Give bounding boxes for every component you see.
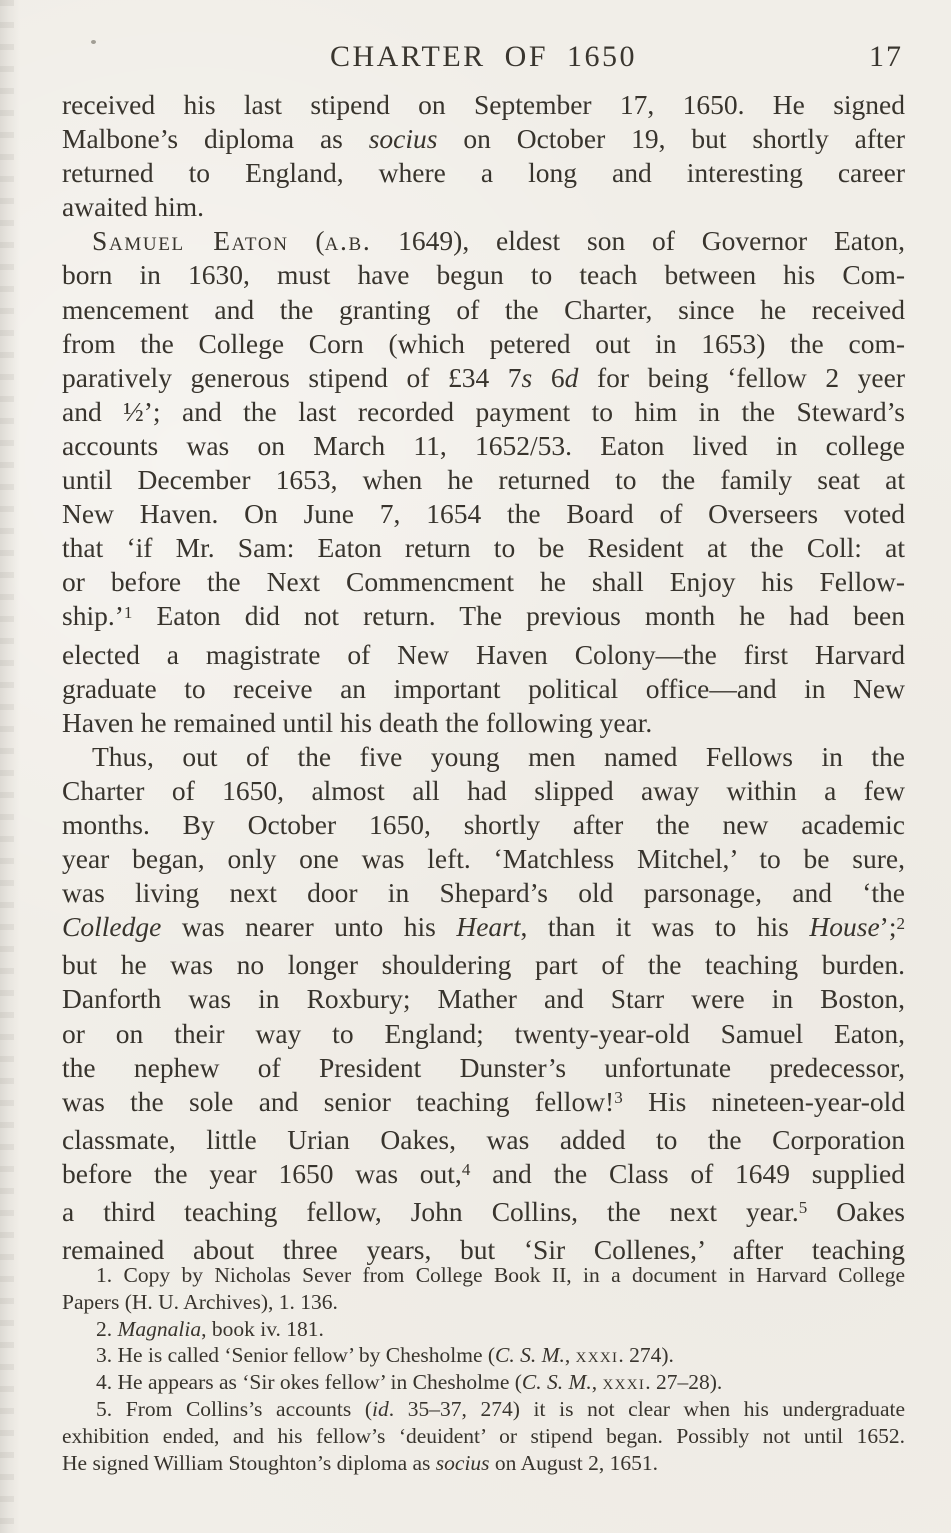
text-line	[62, 1342, 905, 1369]
text-line	[62, 88, 905, 122]
footnote	[62, 1316, 905, 1343]
text-line	[62, 910, 905, 948]
footnote	[62, 1396, 905, 1476]
text-line	[62, 497, 905, 531]
text-run: ’;	[879, 911, 897, 943]
text-run: Haven he remained until his death the following year.	[62, 706, 653, 738]
text-run: . 274).	[618, 1343, 674, 1368]
text-run: Eaton did not return. The previous month he had been	[132, 600, 905, 632]
text-line	[62, 1396, 905, 1423]
text-run: Heart	[456, 911, 521, 943]
text-run: 2.	[96, 1316, 118, 1341]
text-run: Thus, out of the five young men named Fellows in the	[92, 740, 905, 772]
text-run: Danforth was in Roxbury; Mather and Starr were in Boston,	[62, 983, 905, 1015]
text-run: graduate to receive an important political office—and in New	[62, 672, 905, 704]
text-run: Papers (H. U. Archives), 1. 136.	[62, 1289, 338, 1314]
text-line	[62, 122, 905, 156]
text-run: and ½’; and the last recorded payment to him in the Steward’s	[62, 395, 905, 427]
text-run: accounts was on March 11, 1652/53. Eaton lived in college	[62, 429, 905, 461]
text-run: 3. He is called ‘Senior fellow’ by Chesholme (	[96, 1343, 496, 1368]
text-run: Malbone’s diploma as	[62, 123, 369, 155]
footnote-marker: 3	[614, 1088, 623, 1108]
text-run: He signed William Stoughton’s diploma as	[62, 1450, 436, 1475]
text-line	[62, 1017, 905, 1051]
text-line	[62, 429, 905, 463]
text-run: from the College Corn (which petered out in 1653) the com-	[62, 327, 905, 359]
text-line	[62, 1123, 905, 1157]
text-line	[62, 1289, 905, 1316]
text-run: but he was no longer shouldering part of the teaching burden.	[62, 949, 905, 981]
text-line	[62, 876, 905, 910]
text-run: and the Class of 1649 supplied	[470, 1157, 905, 1189]
text-run: C. S. M.	[521, 1370, 592, 1395]
text-line	[62, 531, 905, 565]
text-run: months. By October 1650, shortly after the new academic	[62, 808, 905, 840]
page-number: 17	[869, 40, 903, 73]
text-run: received his last stipend on September 17, 1650. He signed	[62, 89, 905, 120]
body-paragraph	[62, 88, 905, 224]
text-run: socius	[435, 1450, 490, 1475]
text-run: on August 2, 1651.	[489, 1450, 658, 1475]
text-run: s	[521, 361, 533, 393]
text-line	[62, 808, 905, 842]
footnote	[62, 1369, 905, 1396]
text-line	[62, 774, 905, 808]
text-run: was nearer unto his	[161, 911, 457, 943]
footnote-marker: 2	[896, 913, 905, 933]
text-line	[62, 740, 905, 774]
text-run: ,	[564, 1343, 576, 1368]
text-line	[62, 293, 905, 327]
footnote-marker: 1	[123, 602, 133, 622]
body-paragraph	[62, 224, 905, 739]
text-line	[62, 1316, 905, 1343]
text-line	[62, 1369, 905, 1396]
text-run: the nephew of President Dunster’s unfortunate predecessor,	[62, 1051, 905, 1083]
text-line	[62, 190, 905, 224]
text-run: for being ‘fellow 2 yeer	[578, 361, 905, 393]
text-line	[62, 1423, 905, 1450]
text-run: ,	[591, 1370, 603, 1395]
text-line	[62, 706, 905, 740]
text-run: year began, only one was left. ‘Matchless Mitchel,’ to be sure,	[62, 843, 905, 875]
footnote	[62, 1262, 905, 1316]
body-text	[62, 88, 905, 1267]
text-line	[62, 1450, 905, 1477]
text-run: ship.’	[62, 600, 124, 632]
text-run: Samuel Eaton	[92, 225, 289, 257]
text-run: . 35–37, 274) it is not clear when his undergraduate	[388, 1396, 906, 1421]
text-line	[62, 1262, 905, 1289]
text-line	[62, 1051, 905, 1085]
text-run: mencement and the granting of the Charter, since he received	[62, 293, 905, 325]
text-run: that ‘if Mr. Sam: Eaton return to be Resident at the Coll: at	[62, 532, 905, 564]
text-run: (	[288, 225, 325, 257]
text-run: House	[809, 911, 880, 943]
text-run: C. S. M.	[495, 1343, 565, 1368]
text-line	[62, 672, 905, 706]
running-head	[62, 40, 905, 74]
text-line	[62, 1085, 905, 1123]
text-line	[62, 638, 905, 672]
page-title: CHARTER OF 1650	[329, 40, 638, 73]
text-run: Oakes	[807, 1196, 905, 1227]
text-run: d	[564, 361, 579, 393]
text-run: paratively generous stipend of £34 7	[62, 361, 522, 393]
text-run: id	[372, 1396, 389, 1421]
footnote-marker: 5	[798, 1198, 808, 1218]
text-line	[62, 982, 905, 1016]
text-line	[62, 224, 905, 258]
text-run: was the sole and senior teaching fellow!	[62, 1085, 615, 1117]
text-line	[62, 327, 905, 361]
text-run: Magnalia	[117, 1316, 202, 1341]
text-line	[62, 463, 905, 497]
text-run: 4. He appears as ‘Sir okes fellow’ in Chesholme (	[96, 1370, 522, 1395]
text-run: 1649), eldest son of Governor Eaton,	[371, 225, 905, 257]
text-run: before the year 1650 was out,	[62, 1157, 462, 1189]
scan-edge-streaks	[0, 0, 14, 1533]
text-run: xxxi	[575, 1343, 619, 1368]
text-run: socius	[368, 123, 438, 155]
text-run: , than it was to his	[520, 911, 810, 943]
text-run: Charter of 1650, almost all had slipped away within a few	[62, 774, 905, 806]
text-line	[62, 156, 905, 190]
text-run: xxxi	[602, 1370, 646, 1395]
text-run: New Haven. On June 7, 1654 the Board of Overseers voted	[62, 498, 905, 530]
text-line	[62, 842, 905, 876]
text-run: a.b.	[324, 225, 372, 257]
text-line	[62, 599, 905, 637]
text-run: , book iv. 181.	[201, 1316, 324, 1341]
text-run: a third teaching fellow, John Collins, the next year.	[62, 1196, 799, 1227]
footnote-marker: 4	[461, 1160, 471, 1180]
text-line	[62, 361, 905, 395]
text-line	[62, 565, 905, 599]
text-run: returned to England, where a long and interesting career	[62, 157, 905, 189]
body-paragraph	[62, 740, 905, 1267]
text-line	[62, 395, 905, 429]
text-run: elected a magistrate of New Haven Colony—the first Harvard	[62, 638, 905, 670]
text-run: remained about three years, but ‘Sir Collenes,’ after teaching	[62, 1234, 905, 1266]
text-run: classmate, little Urian Oakes, was added to the Corporation	[62, 1123, 905, 1155]
text-run: . 27–28).	[645, 1370, 723, 1395]
text-run: 1. Copy by Nicholas Sever from College Book II, in a document in Harvard College	[96, 1263, 905, 1287]
text-run: born in 1630, must have begun to teach between his Com-	[62, 259, 905, 291]
text-run: His nineteen-year-old	[622, 1085, 906, 1117]
text-run: was living next door in Shepard’s old parsonage, and ‘the	[62, 877, 905, 909]
text-run: awaited him.	[62, 191, 205, 223]
text-line	[62, 1195, 905, 1233]
text-run: 5. From Collins’s accounts (	[96, 1396, 373, 1421]
text-line	[62, 258, 905, 292]
footnote	[62, 1342, 905, 1369]
text-line	[62, 1157, 905, 1195]
footnotes	[62, 1262, 905, 1476]
text-run: on October 19, but shortly after	[437, 123, 906, 155]
text-line	[62, 948, 905, 982]
text-run: or before the Next Commencment he shall Enjoy his Fellow-	[62, 566, 905, 598]
text-run: exhibition ended, and his fellow’s ‘deuident’ or stipend began. Possibly not until 1652.	[62, 1423, 905, 1448]
text-run: Colledge	[62, 911, 162, 943]
text-run: 6	[532, 361, 565, 393]
text-run: until December 1653, when he returned to the family seat at	[62, 464, 905, 496]
text-run: or on their way to England; twenty-year-old Samuel Eaton,	[62, 1017, 905, 1049]
